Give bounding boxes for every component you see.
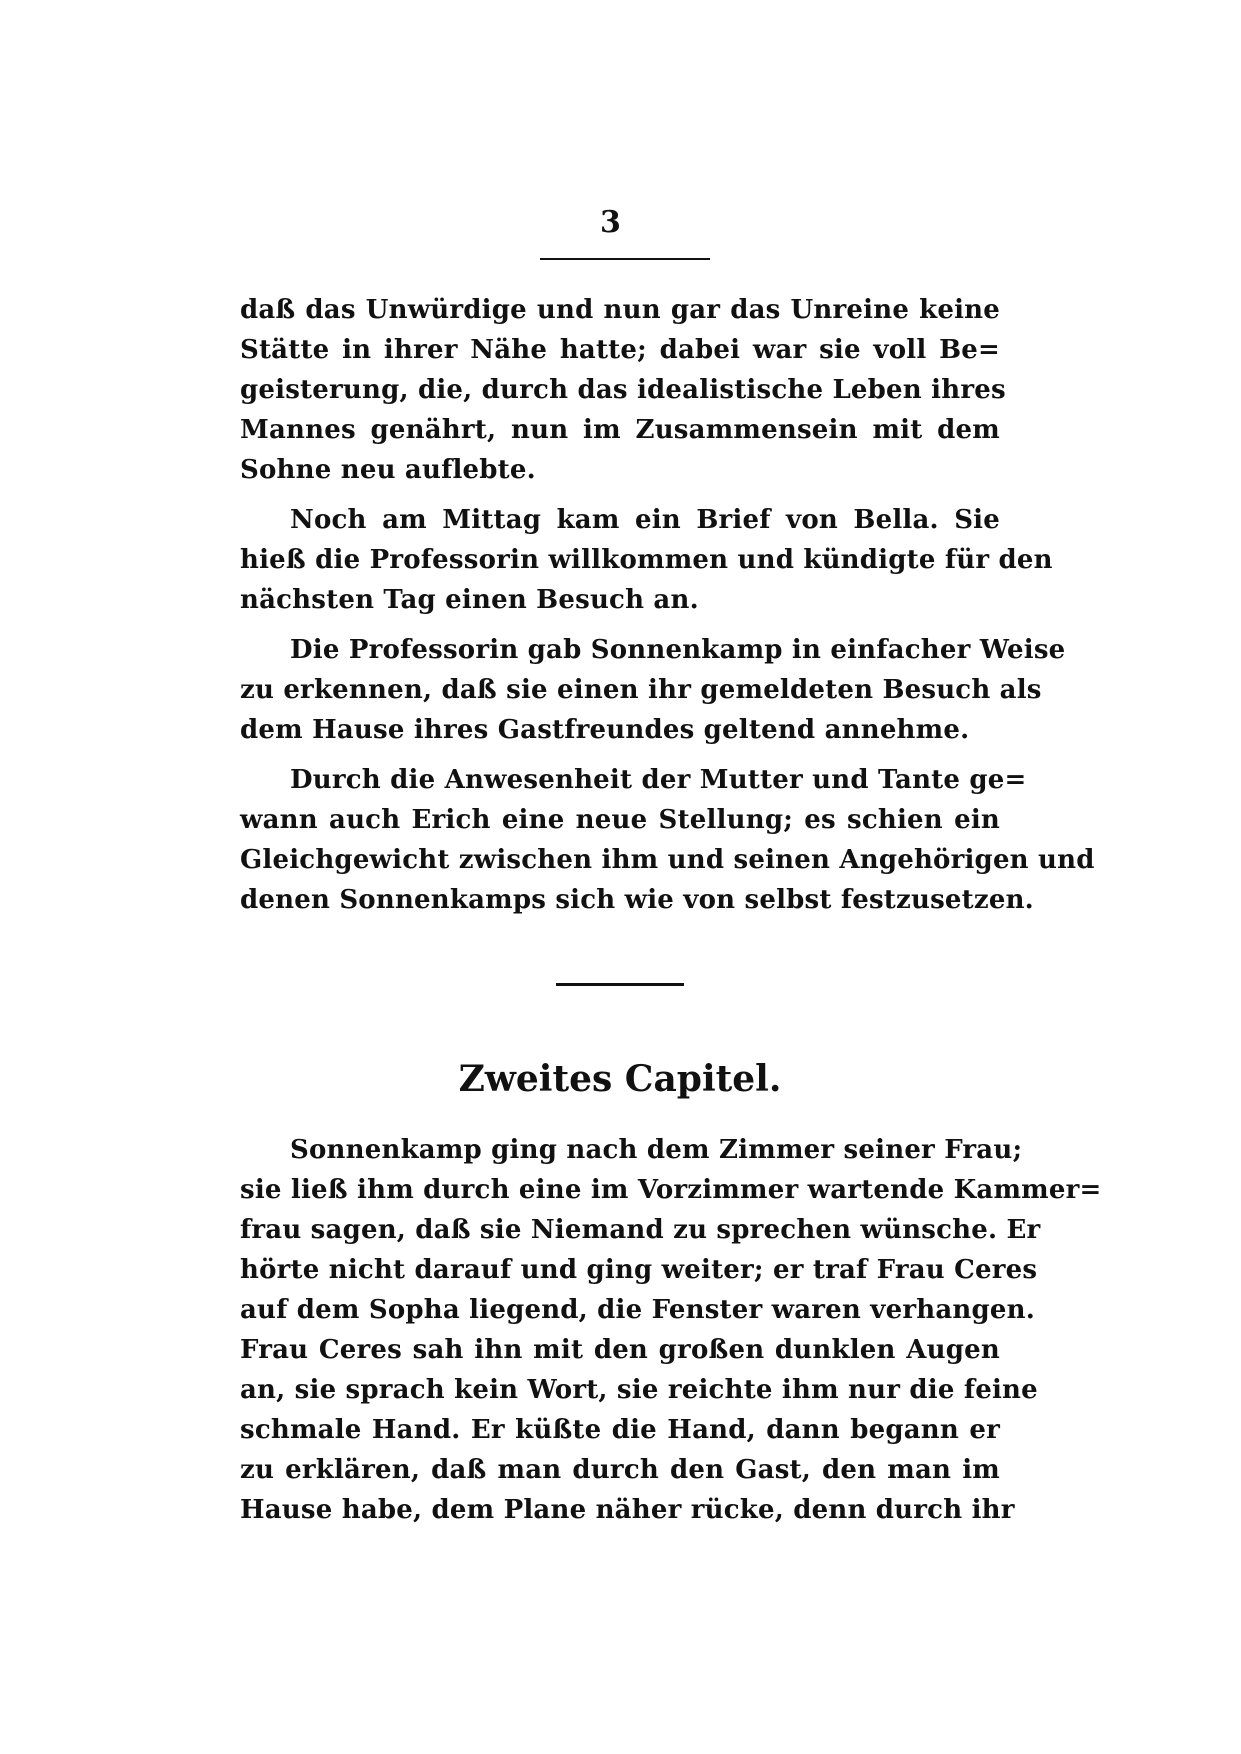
text-line: dem Hause ihres Gastfreundes geltend annehme. — [240, 715, 970, 745]
text-line: nächsten Tag einen Besuch an. — [240, 585, 699, 615]
text-line: an, sie sprach kein Wort, sie reichte ihm nur die feine — [240, 1375, 1038, 1405]
text-line: Die Professorin gab Sonnenkamp in einfacher Weise — [290, 635, 1066, 665]
text-line: Durch die Anwesenheit der Mutter und Tante ge= — [290, 765, 1027, 795]
text-line: Sonnenkamp ging nach dem Zimmer seiner Frau; — [290, 1135, 1023, 1165]
text-line: geisterung, die, durch das idealistische Leben ihres — [240, 375, 1006, 405]
text-line: wann auch Erich eine neue Stellung; es schien ein — [240, 805, 1000, 835]
page-number: 3 — [600, 205, 621, 240]
text-line: Frau Ceres sah ihn mit den großen dunklen Augen — [240, 1335, 1000, 1365]
chapter-heading: Zweites Capitel. — [458, 1058, 782, 1100]
text-line: Gleichgewicht zwischen ihm und seinen Angehörigen und — [240, 845, 1095, 875]
text-line: hieß die Professorin willkommen und kündigte für den — [240, 545, 1053, 575]
text-line: frau sagen, daß sie Niemand zu sprechen wünsche. Er — [240, 1215, 1041, 1245]
text-line: zu erklären, daß man durch den Gast, den man im — [240, 1455, 1000, 1485]
text-line: auf dem Sopha liegend, die Fenster waren verhangen. — [240, 1295, 1035, 1325]
text-line: daß das Unwürdige und nun gar das Unreine keine — [240, 295, 1000, 325]
text-line: Hause habe, dem Plane näher rücke, denn durch ihr — [240, 1495, 1015, 1525]
text-line: Stätte in ihrer Nähe hatte; dabei war sie voll Be= — [240, 335, 1000, 365]
text-line: sie ließ ihm durch eine im Vorzimmer wartende Kammer= — [240, 1175, 1102, 1205]
text-line: Noch am Mittag kam ein Brief von Bella. Sie — [290, 505, 1000, 535]
section-divider — [556, 983, 684, 986]
text-line: hörte nicht darauf und ging weiter; er traf Frau Ceres — [240, 1255, 1038, 1285]
text-line: denen Sonnenkamps sich wie von selbst festzusetzen. — [240, 885, 1034, 915]
text-line: Sohne neu auflebte. — [240, 455, 536, 485]
text-line: Mannes genährt, nun im Zusammensein mit dem — [240, 415, 1000, 445]
text-line: zu erkennen, daß sie einen ihr gemeldeten Besuch als — [240, 675, 1042, 705]
header-rule — [540, 258, 710, 260]
text-line: schmale Hand. Er küßte die Hand, dann begann er — [240, 1415, 1000, 1445]
